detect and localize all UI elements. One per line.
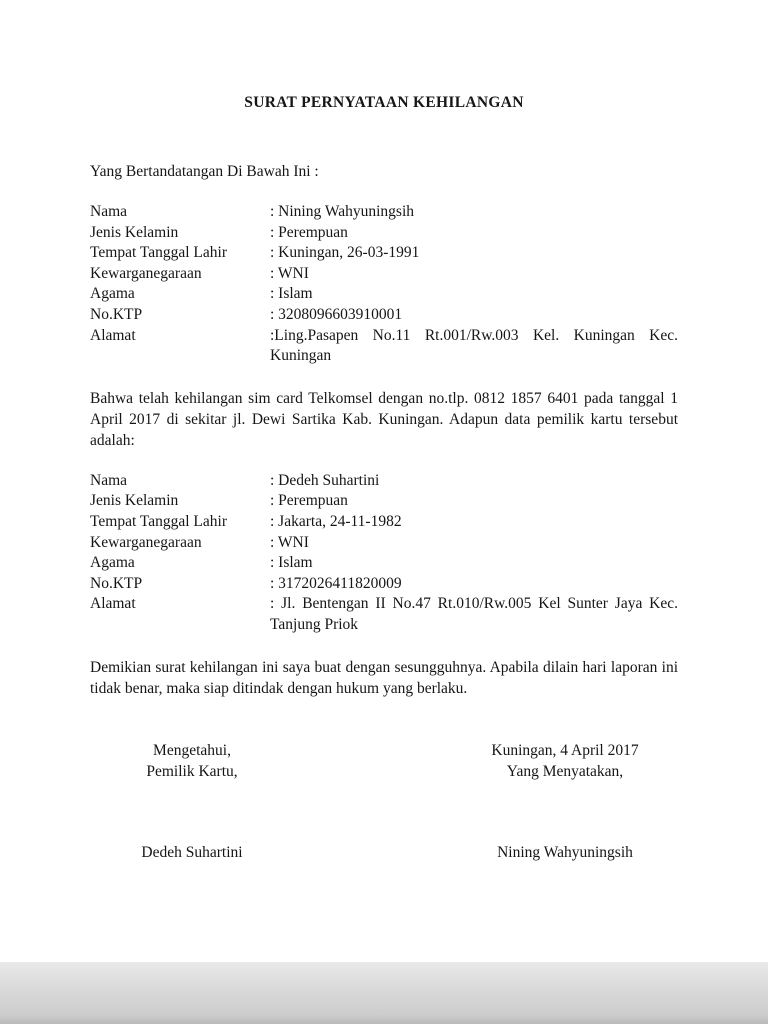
card-owner-data-block (90, 471, 678, 636)
statement-paragraph: Bahwa telah kehilangan sim card Telkomsel dengan no.tlp. 0812 1857 6401 pada tanggal 1 April 2017 di sekitar jl. Dewi Sartika Kab. Kuningan. Adapun data pemilik kartu tersebut adalah: (90, 389, 678, 449)
row-value: : Dedeh Suhartini (270, 471, 380, 489)
row-label: No.KTP (90, 305, 143, 323)
data-row (90, 471, 678, 492)
signature-left-block (122, 740, 262, 863)
data-row (90, 202, 678, 223)
signature-left-line2: Pemilik Kartu, (146, 762, 238, 780)
data-row (90, 264, 678, 285)
row-label: Agama (90, 554, 135, 572)
row-value: : Jl. Bentengan II No.47 Rt.010/Rw.005 Kel Sunter Jaya Kec. Tanjung Priok (270, 595, 678, 633)
row-value: : Kuningan, 26-03-1991 (270, 244, 420, 262)
row-label: No.KTP (90, 574, 143, 592)
row-label: Nama (90, 203, 128, 220)
signature-section (90, 740, 678, 863)
row-label: Jenis Kelamin (90, 492, 179, 510)
row-label: Nama (90, 471, 128, 489)
data-row (90, 594, 678, 635)
row-label: Tempat Tanggal Lahir (90, 512, 227, 530)
row-label: Alamat (90, 326, 136, 344)
data-row (90, 512, 678, 533)
opening-line: Yang Bertandatangan Di Bawah Ini : (90, 163, 319, 180)
declarant-data-block (90, 202, 678, 367)
data-row (90, 553, 678, 574)
row-value: :Ling.Pasapen No.11 Rt.001/Rw.003 Kel. Kuningan Kec. Kuningan (270, 326, 678, 365)
signature-right-block (470, 740, 660, 863)
signature-left-name: Dedeh Suhartini (141, 843, 243, 861)
row-label: Kewarganegaraan (90, 533, 202, 551)
data-row (90, 223, 678, 244)
row-value: : 3172026411820009 (270, 574, 402, 592)
data-row (90, 574, 678, 595)
data-row (90, 491, 678, 512)
row-label: Tempat Tanggal Lahir (90, 244, 227, 262)
row-value: : Nining Wahyuningsih (270, 203, 414, 220)
row-label: Jenis Kelamin (90, 223, 179, 241)
data-row (90, 326, 678, 367)
row-label: Kewarganegaraan (90, 264, 202, 282)
data-row (90, 533, 678, 554)
row-value: : WNI (270, 264, 309, 282)
scan-artifact-band (0, 962, 768, 1024)
row-value: : Islam (270, 554, 313, 572)
page-title: SURAT PERNYATAAN KEHILANGAN (244, 94, 524, 111)
data-row (90, 243, 678, 264)
signature-right-line1: Kuningan, 4 April 2017 (491, 741, 639, 759)
row-value: : 3208096603910001 (270, 305, 403, 323)
closing-paragraph: Demikian surat kehilangan ini saya buat dengan sesungguhnya. Apabila dilain hari laporan ini tidak benar, maka siap ditindak dengan hukum yang berlaku. (90, 658, 678, 697)
row-value: : Islam (270, 285, 313, 303)
row-value: : Jakarta, 24-11-1982 (270, 512, 402, 530)
signature-left-line1: Mengetahui, (153, 741, 231, 759)
row-label: Alamat (90, 595, 136, 613)
data-row (90, 305, 678, 326)
signature-right-line2: Yang Menyatakan, (506, 762, 624, 780)
signature-right-name: Nining Wahyuningsih (497, 843, 633, 861)
data-row (90, 284, 678, 305)
row-label: Agama (90, 285, 135, 303)
row-value: : WNI (270, 533, 309, 551)
row-value: : Perempuan (270, 223, 348, 241)
row-value: : Perempuan (270, 492, 348, 510)
